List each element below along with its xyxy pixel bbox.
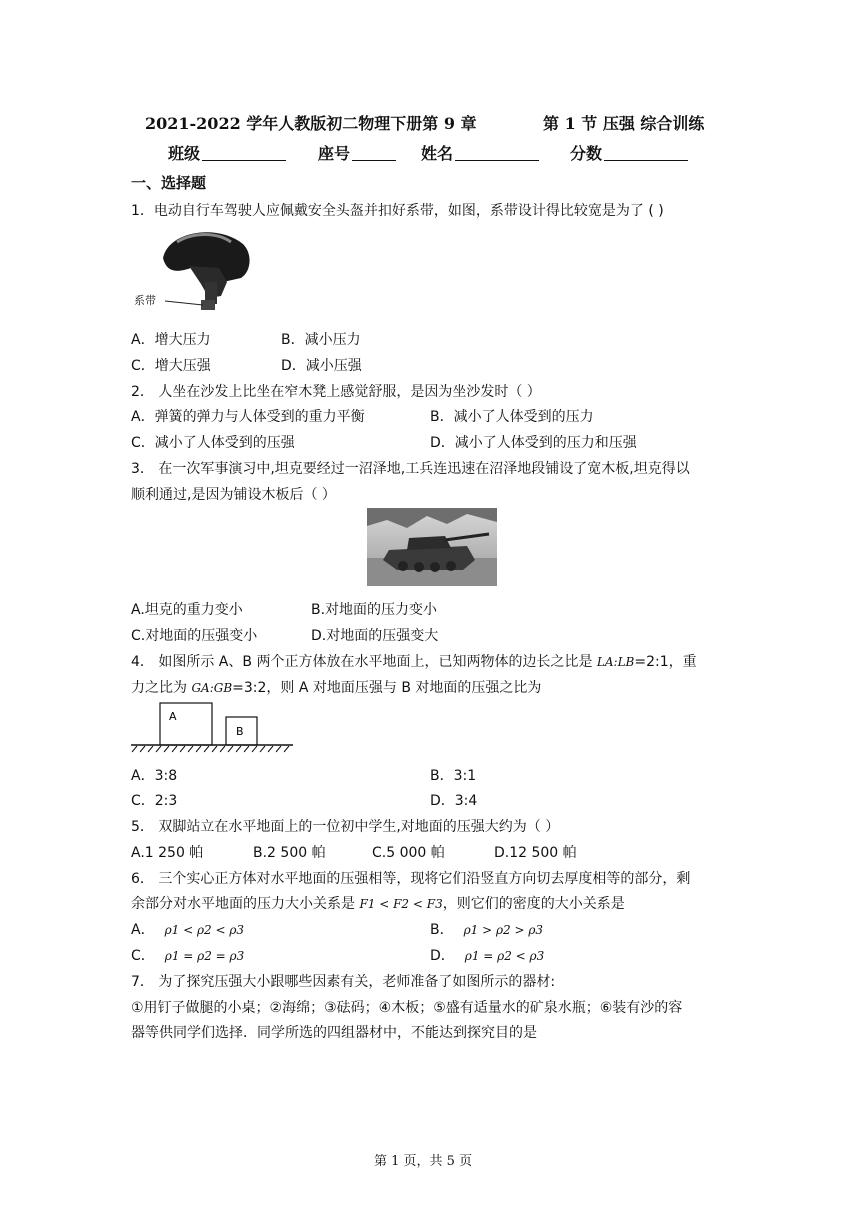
title-right: 第 1 节 压强 综合训练 [543, 114, 705, 133]
helmet-strap-label: 系带 [134, 294, 156, 307]
q5-option-b[interactable]: B.2 500 帕 [253, 845, 326, 861]
q6-stem-line2-b: ，则它们的密度的大小关系是 [442, 896, 625, 912]
q2-option-d[interactable]: D．减小了人体受到的压力和压强 [430, 435, 637, 451]
q6-option-c-label: C． [131, 948, 155, 964]
field-score-blank[interactable] [604, 146, 688, 161]
q4-stem-line2 [131, 677, 541, 697]
q6-option-d-label: D． [430, 948, 455, 964]
cubes-figure [131, 700, 293, 755]
q5-stem: 5． 双脚站立在水平地面上的一位初中学生,对地面的压强大约为（ ） [131, 819, 560, 835]
q4-stem-line2-b: =3:2，则 A 对地面压强与 B 对地面的压强之比为 [232, 680, 542, 696]
q1-option-c[interactable]: C．增大压强 [131, 358, 211, 374]
q4-option-c[interactable]: C．2:3 [131, 793, 178, 809]
q2-option-b[interactable]: B．减小了人体受到的压力 [430, 409, 594, 425]
q3-option-a[interactable]: A.坦克的重力变小 [131, 602, 243, 618]
field-seat [318, 141, 396, 164]
q6-option-c[interactable] [131, 945, 244, 965]
title-left: 2021-2022 学年人教版初二物理下册第 9 章 [145, 114, 477, 133]
q6-stem-line2-a: 余部分对水平地面的压力大小关系是 [131, 896, 360, 912]
field-name-label: 姓名 [421, 144, 454, 163]
q4-option-d[interactable]: D．3:4 [430, 793, 478, 809]
q6-option-d[interactable] [430, 945, 544, 965]
q6-option-b-label: B． [430, 922, 454, 938]
q1-option-b[interactable]: B．减小压力 [281, 332, 361, 348]
q4-weight-ratio: GA:GB [191, 681, 233, 695]
q1-option-d[interactable]: D．减小压强 [281, 358, 362, 374]
q6-option-b[interactable] [430, 919, 543, 939]
q1-stem: 1．电动自行车驾驶人应佩戴安全头盔并扣好系带，如图，系带设计得比较宽是为了 ( ) [131, 203, 664, 219]
field-class [168, 141, 286, 164]
field-seat-label: 座号 [318, 144, 351, 163]
q4-length-ratio: LA:LB [596, 655, 635, 669]
helmet-image [131, 222, 256, 314]
q4-stem-line1 [131, 651, 697, 671]
q5-option-c[interactable]: C.5 000 帕 [372, 845, 445, 861]
field-seat-blank[interactable] [352, 146, 396, 161]
q5-option-a[interactable]: A.1 250 帕 [131, 845, 204, 861]
q3-stem-line1: 3． 在一次军事演习中,坦克要经过一沼泽地,工兵连迅速在沼泽地段铺设了宽木板,坦克得以 [131, 461, 690, 477]
q4-option-a[interactable]: A．3:8 [131, 768, 178, 784]
q3-stem-line2: 顺利通过,是因为铺设木板后（ ） [131, 487, 336, 503]
q6-stem-line1: 6． 三个实心正方体对水平地面的压强相等，现将它们沿竖直方向切去厚度相等的部分，剩 [131, 871, 691, 887]
q4-stem-line2-a: 力之比为 [131, 680, 192, 696]
q2-stem: 2． 人坐在沙发上比坐在窄木凳上感觉舒服，是因为坐沙发时（ ） [131, 384, 541, 400]
q3-option-b[interactable]: B.对地面的压力变小 [311, 602, 438, 618]
q6-force-relation: F1 < F2 < F3 [359, 897, 443, 911]
q7-stem-line1: 7． 为了探究压强大小跟哪些因素有关，老师准备了如图所示的器材: [131, 974, 556, 990]
field-class-blank[interactable] [202, 146, 286, 161]
q4-option-b[interactable]: B．3:1 [430, 768, 477, 784]
cube-a [160, 703, 212, 745]
field-name-blank[interactable] [455, 146, 539, 161]
q6-option-a-label: A． [131, 922, 155, 938]
tank-image [367, 508, 497, 586]
field-class-label: 班级 [168, 144, 201, 163]
page-footer: 第 1 页，共 5 页 [374, 1154, 473, 1169]
cube-b-label: B [236, 725, 244, 738]
q4-stem-line1-b: =2:1，重 [634, 654, 697, 670]
field-score-label: 分数 [570, 144, 603, 163]
q7-stem-line3: 器等供同学们选择．同学所选的四组器材中，不能达到探究目的是 [131, 1025, 537, 1041]
q6-option-c-expr: ρ1 = ρ2 = ρ3 [164, 949, 245, 963]
ground-hatching [132, 746, 289, 752]
q6-stem-line2 [131, 893, 625, 913]
field-name [421, 141, 539, 164]
q6-option-a-expr: ρ1 < ρ2 < ρ3 [164, 923, 245, 937]
q6-option-d-expr: ρ1 = ρ2 < ρ3 [464, 949, 545, 963]
field-score [570, 141, 688, 164]
q3-option-d[interactable]: D.对地面的压强变大 [311, 628, 439, 644]
q3-option-c[interactable]: C.对地面的压强变小 [131, 628, 258, 644]
q7-stem-line2: ①用钉子做腿的小桌；②海绵；③砝码；④木板；⑤盛有适量水的矿泉水瓶；⑥装有沙的容 [131, 1000, 683, 1016]
q2-option-c[interactable]: C．减小了人体受到的压强 [131, 435, 295, 451]
q6-option-b-expr: ρ1 > ρ2 > ρ3 [463, 923, 544, 937]
cube-a-label: A [169, 710, 177, 723]
q1-option-a[interactable]: A．增大压力 [131, 332, 211, 348]
q5-option-d[interactable]: D.12 500 帕 [494, 845, 577, 861]
q2-option-a[interactable]: A．弹簧的弹力与人体受到的重力平衡 [131, 409, 365, 425]
q6-option-a[interactable] [131, 919, 244, 939]
q4-stem-line1-a: 4． 如图所示 A、B 两个正方体放在水平地面上，已知两物体的边长之比是 [131, 654, 597, 670]
section-heading: 一、选择题 [131, 174, 207, 192]
